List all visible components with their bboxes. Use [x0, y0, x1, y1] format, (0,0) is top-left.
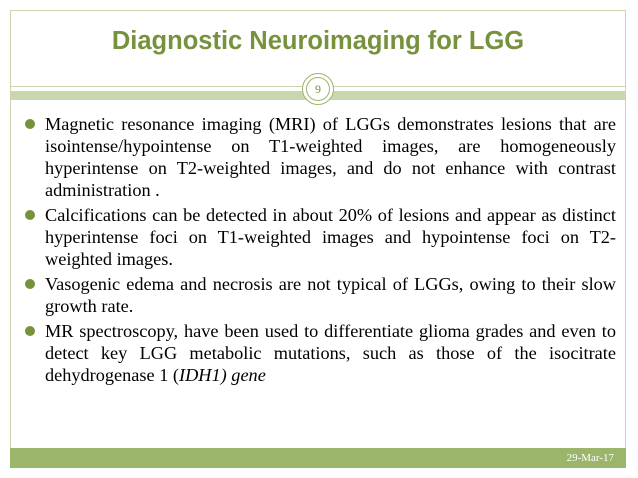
- bullet-dot-icon: [25, 210, 35, 220]
- page-number-badge: [302, 73, 334, 105]
- bullet-item: [24, 320, 616, 386]
- bullet-dot-icon: [25, 119, 35, 129]
- slide-title: Diagnostic Neuroimaging for LGG: [111, 27, 525, 55]
- slide-content: [24, 113, 616, 389]
- bullet-text: Magnetic resonance imaging (MRI) of LGGs demonstrates lesions that are isointense/hypointense on T1-weighted images, are homogeneously hyperintense on T2-weighted images, and do not enhance with contrast administration .: [45, 114, 616, 200]
- footer-bar: [10, 448, 626, 468]
- bullet-dot-icon: [25, 279, 35, 289]
- bullet-text: Vasogenic edema and necrosis are not typical of LGGs, owing to their slow growth rate.: [45, 274, 616, 316]
- bullet-text: Calcifications can be detected in about 20% of lesions and appear as distinct hyperintense foci on T1-weighted images and hypointense foci on T2-weighted images.: [45, 205, 616, 269]
- bullet-item: [24, 273, 616, 317]
- bullet-text-main: MR spectroscopy, have been used to differentiate glioma grades and even to detect key LGG metabolic mutations, such as those of the isocitrate dehydrogenase 1 (: [45, 321, 616, 385]
- bullet-item: [24, 113, 616, 201]
- bullet-dot-icon: [25, 326, 35, 336]
- page-number: 9: [306, 77, 330, 101]
- bullet-text: [45, 320, 616, 386]
- slide-date: 29-Mar-17: [566, 452, 614, 464]
- bullet-item: [24, 204, 616, 270]
- bullet-text-italic: IDH1) gene: [179, 365, 266, 385]
